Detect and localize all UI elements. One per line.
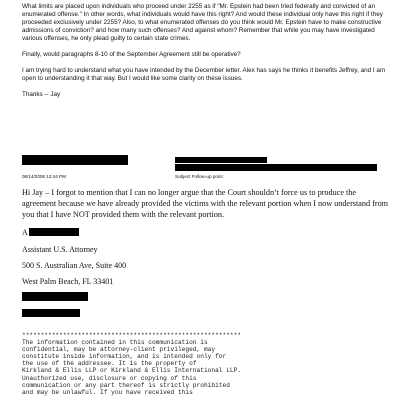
redaction-fax [22,309,80,317]
quoted-paragraph-1: What limits are placed upon individuals who proceed under 2255 as if "Mr. Epstein had been tried federally and convicted of an enumerated offense." In other words, what individuals would have this right? And would these individual only have this right if they proceeded exclusively under 2255? Also, to what enumerated offenses do you think would Mr. Epstein have to make constructive admissions of conviction? and how many such offenses? And against whom? Remember that while you may have investigated various offenses, he only plead guilty to certain state crimes. [22,3,383,42]
quoted-paragraph-3: I am trying hard to understand what you have intended by the December letter. Alex has says he thinks it benefits Jeffrey, and I am open to understanding it that way. But I would like some clarity on these issues. [22,67,386,82]
confidentiality-notice [22,332,398,396]
confidentiality-stars: *********************************************************** [22,332,242,339]
signature-address-line2: West Palm Beach, FL 33401 [22,277,114,286]
reply-message [22,188,392,220]
redaction-signature-name [29,228,79,236]
quoted-signoff: Thanks -- Jay [22,91,61,98]
redaction-phone [22,292,88,301]
quoted-paragraph-2: Finally, would paragraphs 8-10 of the September Agreement still be operative? [22,51,241,58]
email-quoted-message [22,3,390,107]
confidentiality-text: The information contained in this communication is confidential, may be attorney-client privileged, may constitute inside information, and is intended only for the use of the addressee. It is the property of Kirkland & Ellis LLP or Kirkland & Ellis International LLP. Unauthorized use, disclosure or copying of this communication or any part thereof is strictly prohibited and may be unlawful. If you have received this [22,339,242,396]
reply-body: Hi Jay – I forgot to mention that I can no longer argue that the Court shouldn’t force us to produce the agreement because we have already provided the victims with the relevant portion when I now understand from you that I have NOT provided them with the relevant portion. [22,188,389,219]
signature-initial: A [22,228,28,237]
email-subject: Subject Follow-up point [175,174,223,179]
email-date: 08/14/2008 12:44 PM [22,174,66,179]
signature-title: Assistant U.S. Attorney [22,245,98,254]
redaction-recipient-1 [175,157,267,163]
signature-address-line1: 500 S. Australian Ave, Suite 400 [22,261,127,270]
redaction-sender [22,155,128,165]
redaction-recipient-2 [175,164,377,171]
